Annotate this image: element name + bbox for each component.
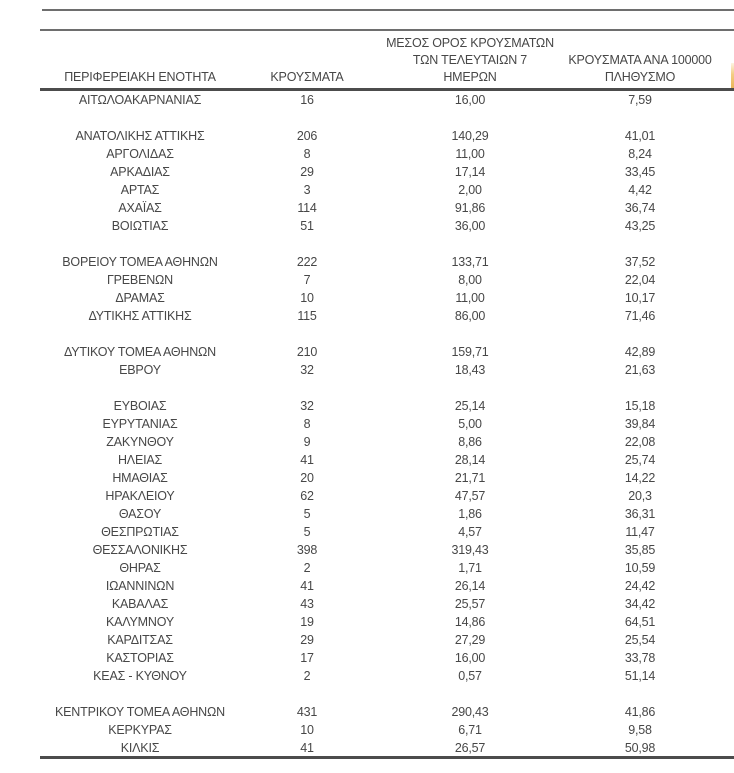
- cases-value: 62: [300, 489, 314, 503]
- region-name: ΚΕΝΤΡΙΚΟΥ ΤΟΜΕΑ ΑΘΗΝΩΝ: [55, 705, 225, 719]
- region-name: ΘΗΡΑΣ: [119, 561, 161, 575]
- header-region-unit-label: ΠΕΡΙΦΕΡΕΙΑΚΗ ΕΝΟΤΗΤΑ: [64, 70, 216, 84]
- per100k-value: 20,3: [628, 489, 652, 503]
- per100k-value: 15,18: [624, 399, 656, 413]
- region-name: ΑΡΓΟΛΙΔΑΣ: [106, 147, 174, 161]
- per100k-value: 41,86: [624, 705, 656, 719]
- per100k-value: 39,84: [624, 417, 656, 431]
- table-row: [40, 649, 714, 667]
- avg7-value: 18,43: [454, 363, 486, 377]
- per100k-value: 14,22: [624, 471, 656, 485]
- per100k-value: 50,98: [624, 741, 656, 755]
- table-row: [40, 721, 714, 739]
- table-row: [40, 361, 714, 379]
- cases-value: 9: [303, 435, 311, 449]
- table-header: [40, 31, 714, 88]
- avg7-value: 91,86: [454, 201, 486, 215]
- cases-value: 431: [296, 705, 318, 719]
- avg7-value: 16,00: [454, 651, 486, 665]
- cases-value: 32: [300, 363, 314, 377]
- region-name: ΑΡΚΑΔΙΑΣ: [110, 165, 170, 179]
- region-name: ΓΡΕΒΕΝΩΝ: [106, 273, 174, 287]
- avg7-value: 26,14: [454, 579, 486, 593]
- header-per-100k: [566, 31, 714, 88]
- region-name: ΚΑΛΥΜΝΟΥ: [106, 615, 174, 629]
- avg7-value: 6,71: [458, 723, 482, 737]
- cases-value: 51: [300, 219, 314, 233]
- table-row: [40, 541, 714, 559]
- per100k-value: 41,01: [624, 129, 656, 143]
- per100k-value: 9,58: [628, 723, 652, 737]
- table-row: [40, 631, 714, 649]
- per100k-value: 42,89: [624, 345, 656, 359]
- table-row: [40, 307, 714, 325]
- per100k-value: 10,59: [624, 561, 656, 575]
- region-name: ΚΑΒΑΛΑΣ: [111, 597, 169, 611]
- region-name: ΑΧΑΪΑΣ: [118, 201, 162, 215]
- cases-value: 8: [303, 417, 311, 431]
- cases-value: 5: [303, 525, 311, 539]
- header-avg-7day: [374, 31, 566, 88]
- cases-value: 206: [296, 129, 318, 143]
- region-name: ΙΩΑΝΝΙΝΩΝ: [105, 579, 175, 593]
- region-name: ΘΑΣΟΥ: [118, 507, 162, 521]
- region-name: ΑΝΑΤΟΛΙΚΗΣ ΑΤΤΙΚΗΣ: [75, 129, 205, 143]
- region-name: ΘΕΣΠΡΩΤΙΑΣ: [101, 525, 179, 539]
- per100k-value: 36,31: [624, 507, 656, 521]
- per100k-value: 34,42: [624, 597, 656, 611]
- cases-value: 398: [296, 543, 318, 557]
- table-row: [40, 199, 714, 217]
- cases-value: 41: [300, 741, 314, 755]
- header-avg-7day-line1: ΜΕΣΟΣ ΟΡΟΣ ΚΡΟΥΣΜΑΤΩΝ: [386, 36, 554, 50]
- table-row: [40, 487, 714, 505]
- avg7-value: 21,71: [454, 471, 486, 485]
- per100k-value: 43,25: [624, 219, 656, 233]
- per100k-value: 11,47: [625, 525, 655, 539]
- cases-value: 2: [303, 669, 311, 683]
- table-row: [40, 451, 714, 469]
- cases-value: 115: [297, 309, 317, 323]
- avg7-value: 28,14: [454, 453, 486, 467]
- cases-value: 29: [300, 165, 314, 179]
- per100k-value: 22,04: [624, 273, 656, 287]
- avg7-value: 133,71: [451, 255, 489, 269]
- per100k-value: 35,85: [624, 543, 656, 557]
- avg7-value: 86,00: [454, 309, 486, 323]
- region-name: ΔΡΑΜΑΣ: [115, 291, 165, 305]
- cases-value: 3: [303, 183, 311, 197]
- table-row: [40, 703, 714, 721]
- region-name: ΗΛΕΙΑΣ: [117, 453, 163, 467]
- cases-value: 8: [303, 147, 311, 161]
- avg7-value: 319,43: [451, 543, 489, 557]
- per100k-value: 36,74: [624, 201, 656, 215]
- group-spacer: [40, 235, 714, 253]
- region-name: ΑΙΤΩΛΟΑΚΑΡΝΑΝΙΑΣ: [78, 93, 202, 107]
- header-per-100k-line1: ΚΡΟΥΣΜΑΤΑ ΑΝΑ 100000: [568, 53, 712, 67]
- header-per-100k-line2: ΠΛΗΘΥΣΜΟ: [604, 70, 676, 84]
- table-row: [40, 415, 714, 433]
- per100k-value: 21,63: [624, 363, 656, 377]
- avg7-value: 17,14: [454, 165, 486, 179]
- table-row: [40, 253, 714, 271]
- table-row: [40, 91, 714, 109]
- region-name: ΒΟΡΕΙΟΥ ΤΟΜΕΑ ΑΘΗΝΩΝ: [62, 255, 218, 269]
- avg7-value: 11,00: [455, 147, 485, 161]
- table-row: [40, 667, 714, 685]
- cases-value: 41: [300, 579, 314, 593]
- table-row: [40, 433, 714, 451]
- table-row: [40, 217, 714, 235]
- group-spacer: [40, 379, 714, 397]
- per100k-value: 4,42: [628, 183, 652, 197]
- group-spacer: [40, 325, 714, 343]
- region-name: ΑΡΤΑΣ: [120, 183, 160, 197]
- region-name: ΕΒΡΟΥ: [119, 363, 161, 377]
- cases-value: 114: [297, 201, 317, 215]
- table-row: [40, 343, 714, 361]
- per100k-value: 7,59: [628, 93, 652, 107]
- region-name: ΗΜΑΘΙΑΣ: [112, 471, 168, 485]
- region-name: ΖΑΚΥΝΘΟΥ: [106, 435, 174, 449]
- per100k-value: 25,54: [624, 633, 656, 647]
- region-name: ΗΡΑΚΛΕΙΟΥ: [105, 489, 175, 503]
- table-row: [40, 289, 714, 307]
- table-row: [40, 397, 714, 415]
- avg7-value: 159,71: [451, 345, 489, 359]
- avg7-value: 1,71: [458, 561, 482, 575]
- per100k-value: 22,08: [624, 435, 656, 449]
- avg7-value: 2,00: [458, 183, 482, 197]
- avg7-value: 11,00: [455, 291, 485, 305]
- header-avg-7day-line3: ΗΜΕΡΩΝ: [443, 70, 497, 84]
- avg7-value: 47,57: [454, 489, 486, 503]
- region-name: ΔΥΤΙΚΟΥ ΤΟΜΕΑ ΑΘΗΝΩΝ: [63, 345, 217, 359]
- avg7-value: 4,57: [458, 525, 482, 539]
- avg7-value: 14,86: [454, 615, 486, 629]
- avg7-value: 16,00: [454, 93, 486, 107]
- region-name: ΔΥΤΙΚΗΣ ΑΤΤΙΚΗΣ: [88, 309, 192, 323]
- region-name: ΕΥΡΥΤΑΝΙΑΣ: [102, 417, 178, 431]
- per100k-value: 64,51: [624, 615, 656, 629]
- table-row: [40, 271, 714, 289]
- avg7-value: 8,86: [458, 435, 482, 449]
- avg7-value: 290,43: [451, 705, 489, 719]
- per100k-value: 8,24: [628, 147, 652, 161]
- per100k-value: 51,14: [624, 669, 656, 683]
- per100k-value: 71,46: [624, 309, 656, 323]
- avg7-value: 25,57: [454, 597, 486, 611]
- region-name: ΚΑΣΤΟΡΙΑΣ: [106, 651, 174, 665]
- per100k-value: 24,42: [624, 579, 656, 593]
- cases-value: 10: [300, 291, 314, 305]
- table-row: [40, 595, 714, 613]
- table-row: [40, 145, 714, 163]
- cases-value: 43: [300, 597, 314, 611]
- region-name: ΕΥΒΟΙΑΣ: [113, 399, 167, 413]
- region-name: ΒΟΙΩΤΙΑΣ: [111, 219, 169, 233]
- per100k-value: 25,74: [624, 453, 656, 467]
- cases-value: 210: [296, 345, 318, 359]
- table-row: [40, 127, 714, 145]
- table-row: [40, 559, 714, 577]
- cases-value: 7: [303, 273, 311, 287]
- top-rule-1: [42, 9, 734, 11]
- per100k-value: 37,52: [624, 255, 656, 269]
- avg7-value: 25,14: [454, 399, 486, 413]
- header-avg-7day-line2: ΤΩΝ ΤΕΛΕΥΤΑΙΩΝ 7: [412, 53, 528, 67]
- cases-value: 17: [300, 651, 314, 665]
- cases-value: 10: [300, 723, 314, 737]
- table-row: [40, 523, 714, 541]
- cases-value: 222: [296, 255, 318, 269]
- avg7-value: 0,57: [458, 669, 482, 683]
- table-row: [40, 577, 714, 595]
- avg7-value: 140,29: [451, 129, 489, 143]
- avg7-value: 27,29: [454, 633, 486, 647]
- region-name: ΘΕΣΣΑΛΟΝΙΚΗΣ: [92, 543, 188, 557]
- avg7-value: 5,00: [458, 417, 482, 431]
- header-cases-label: ΚΡΟΥΣΜΑΤΑ: [270, 70, 344, 84]
- cases-value: 29: [300, 633, 314, 647]
- cases-value: 2: [303, 561, 311, 575]
- table-row: [40, 469, 714, 487]
- avg7-value: 8,00: [458, 273, 482, 287]
- cases-value: 16: [300, 93, 314, 107]
- header-cases: [240, 31, 374, 88]
- group-spacer: [40, 685, 714, 703]
- cases-value: 19: [300, 615, 314, 629]
- per100k-value: 10,17: [624, 291, 656, 305]
- cases-value: 5: [303, 507, 311, 521]
- table-row: [40, 613, 714, 631]
- group-spacer: [40, 109, 714, 127]
- per100k-value: 33,78: [624, 651, 656, 665]
- bottom-rule: [40, 756, 734, 759]
- cases-value: 32: [300, 399, 314, 413]
- region-name: ΚΕΑΣ - ΚΥΘΝΟΥ: [93, 669, 187, 683]
- avg7-value: 1,86: [458, 507, 482, 521]
- cases-value: 20: [300, 471, 314, 485]
- per100k-value: 33,45: [624, 165, 656, 179]
- table-body: [40, 91, 714, 757]
- cases-value: 41: [300, 453, 314, 467]
- avg7-value: 26,57: [454, 741, 486, 755]
- region-name: ΚΕΡΚΥΡΑΣ: [108, 723, 172, 737]
- header-region-unit: [40, 31, 240, 88]
- region-name: ΚΙΛΚΙΣ: [120, 741, 160, 755]
- region-name: ΚΑΡΔΙΤΣΑΣ: [107, 633, 173, 647]
- table-row: [40, 181, 714, 199]
- table-row: [40, 505, 714, 523]
- avg7-value: 36,00: [454, 219, 486, 233]
- table-row: [40, 739, 714, 757]
- table-row: [40, 163, 714, 181]
